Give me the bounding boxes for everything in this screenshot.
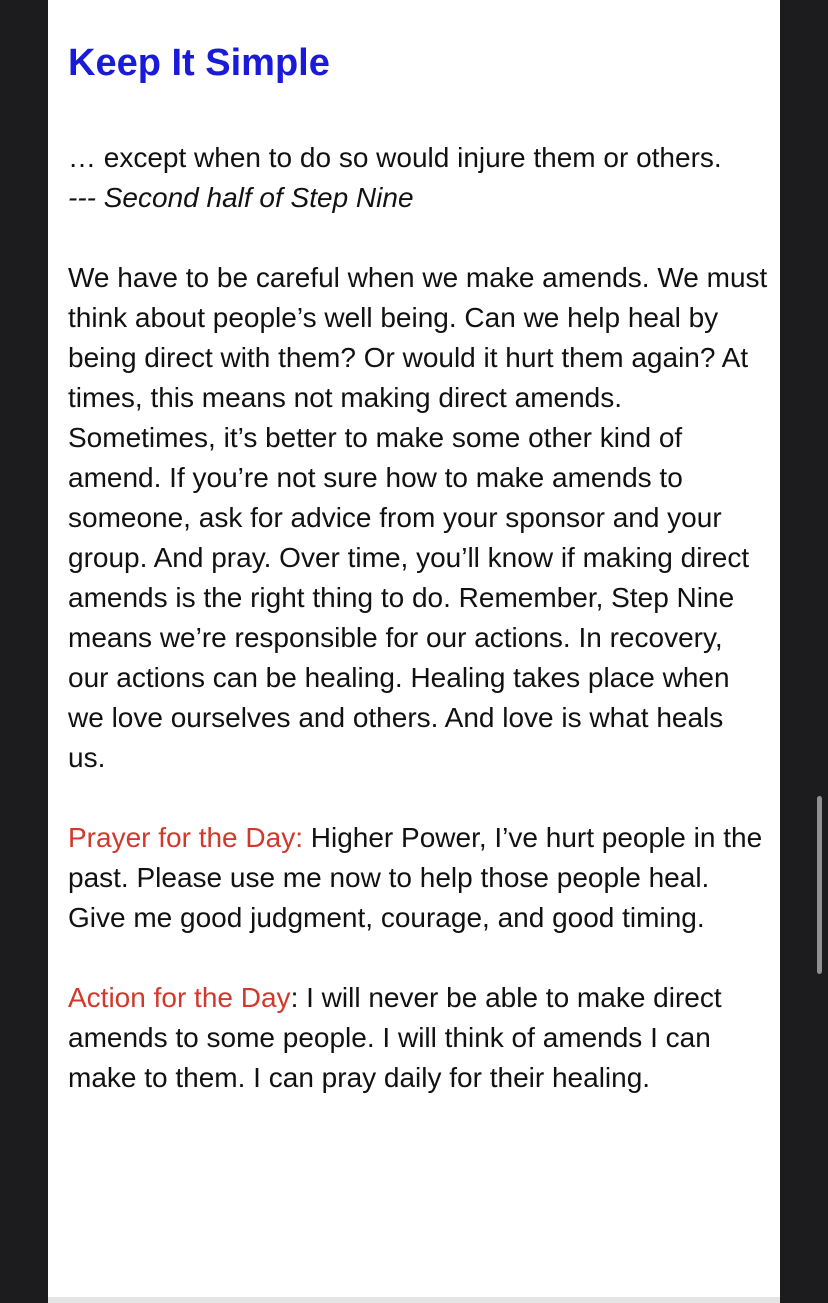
quote-source: --- Second half of Step Nine xyxy=(68,182,414,213)
page-title: Keep It Simple xyxy=(68,42,330,84)
meditation-body: We have to be careful when we make amends. We must think about people’s well being. Can we help heal by being direct with them? Or would it hurt them again? At times, this means not making direct amends. Sometimes, it’s better to make some other kind of amend. If you’re not sure how to make amends to someone, ask for advice from your sponsor and your group. And pray. Over time, you’ll know if making direct amends is the right thing to do. Remember, Step Nine means we’re responsible for our actions. In recovery, our actions can be healing. Healing takes place when we love ourselves and others. And love is what heals us. xyxy=(68,262,768,773)
quote-block xyxy=(68,138,768,218)
action-label: Action for the Day xyxy=(68,982,291,1013)
quote-text: … except when to do so would injure them or others. xyxy=(68,142,722,173)
prayer-text: Higher Power, I’ve hurt people in the past. Please use me now to help those people heal. Give me good judgment, courage, and good timing. xyxy=(68,822,763,933)
page-bottom-edge xyxy=(48,1297,780,1303)
reading-page xyxy=(48,0,780,1297)
scrollbar[interactable] xyxy=(817,796,822,974)
prayer-label: Prayer for the Day: xyxy=(68,822,303,853)
prayer-section xyxy=(68,818,768,938)
action-text: : I will never be able to make direct amends to some people. I will think of amends I can make to them. I can pray daily for their healing. xyxy=(68,982,722,1093)
reading-content xyxy=(68,0,768,1098)
action-section xyxy=(68,978,768,1098)
